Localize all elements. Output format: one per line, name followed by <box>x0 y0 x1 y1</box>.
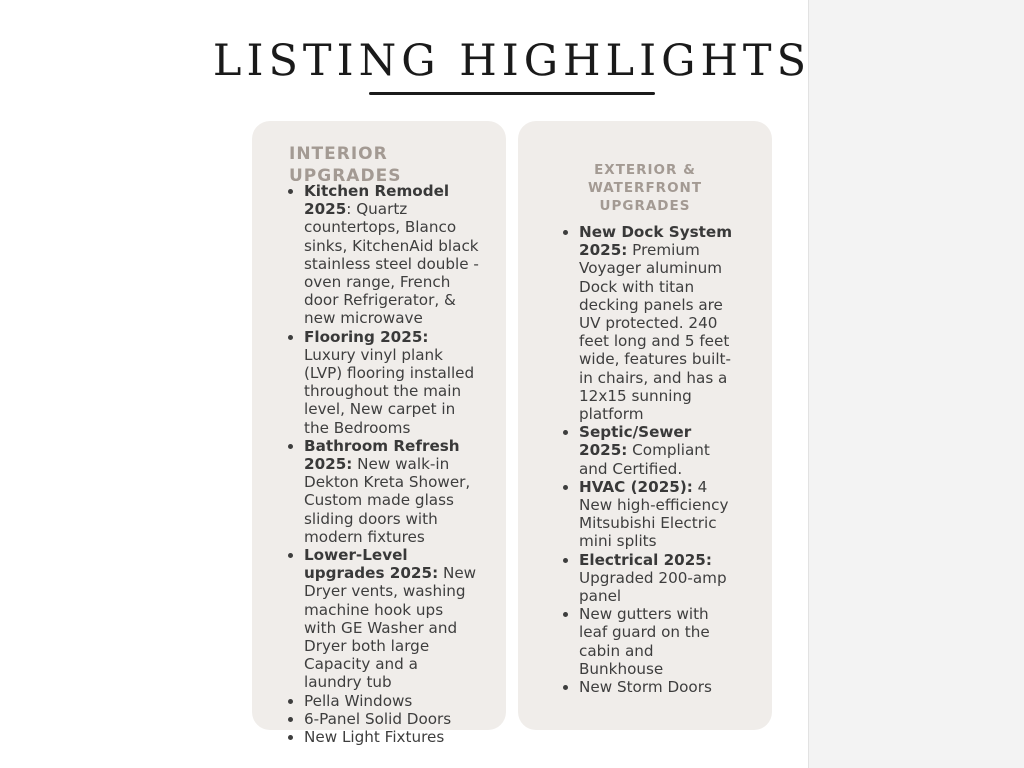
list-item <box>304 728 480 746</box>
exterior-upgrades-heading: EXTERIOR & WATERFRONT UPGRADES <box>587 162 703 214</box>
list-item <box>579 678 739 696</box>
interior-upgrades-card <box>252 121 506 747</box>
item-text: : Quartz countertops, Blanco sinks, KitchenAid black stainless steel double -oven range, French door Refrigerator, & new microwave <box>304 200 479 328</box>
item-text: New Dryer vents, washing machine hook ups with GE Washer and Dryer both large Capacity and a laundry tub <box>304 564 477 692</box>
list-item <box>304 437 480 546</box>
item-label: Bathroom Refresh 2025: <box>304 436 460 474</box>
item-label: Flooring 2025: <box>304 327 429 346</box>
item-text: Luxury vinyl plank (LVP) flooring installed throughout the main level, New carpet in the Bedrooms <box>304 345 475 437</box>
list-item <box>579 223 739 423</box>
item-label: HVAC (2025): <box>579 477 693 496</box>
item-text: 6-Panel Solid Doors <box>304 709 452 728</box>
list-item <box>304 182 480 328</box>
item-label: Lower-Level upgrades 2025: <box>304 546 439 583</box>
item-text: New Storm Doors <box>579 678 712 697</box>
list-item <box>579 605 739 678</box>
item-label: Kitchen Remodel 2025 <box>304 182 450 219</box>
item-text: Compliant and Certified. <box>579 441 710 478</box>
item-text: New walk-in Dekton Kreta Shower, Custom made glass sliding doors with modern fixtures <box>304 455 471 546</box>
item-text: Pella Windows <box>304 691 413 710</box>
item-text: New Light Fixtures <box>304 728 445 747</box>
item-text: 4 New high-efficiency Mitsubishi Electric mini splits <box>579 477 729 551</box>
item-text: Premium Voyager aluminum Dock with titan decking panels are UV protected. 240 feet long and 5 feet wide, features built-in chairs, and has a 12x15 sunning platform <box>579 241 731 424</box>
list-item <box>579 478 739 551</box>
item-text: New gutters with leaf guard on the cabin and Bunkhouse <box>579 605 710 678</box>
interior-upgrades-list <box>285 182 480 746</box>
page-title: LISTING HIGHLIGHTS <box>212 36 812 86</box>
list-item <box>579 423 739 478</box>
item-label: New Dock System 2025: <box>579 223 733 260</box>
list-item <box>304 692 480 710</box>
item-label: Septic/Sewer 2025: <box>579 423 692 460</box>
interior-upgrades-heading: INTERIOR UPGRADES <box>289 144 402 186</box>
exterior-upgrades-list <box>560 223 739 696</box>
item-text: Upgraded 200-amp panel <box>579 568 727 606</box>
list-item <box>579 551 739 606</box>
list-item <box>304 546 480 692</box>
item-label: Electrical 2025: <box>579 550 712 569</box>
list-item <box>304 710 480 728</box>
title-underline <box>369 92 655 95</box>
exterior-upgrades-card <box>518 121 772 730</box>
list-item <box>304 328 480 437</box>
